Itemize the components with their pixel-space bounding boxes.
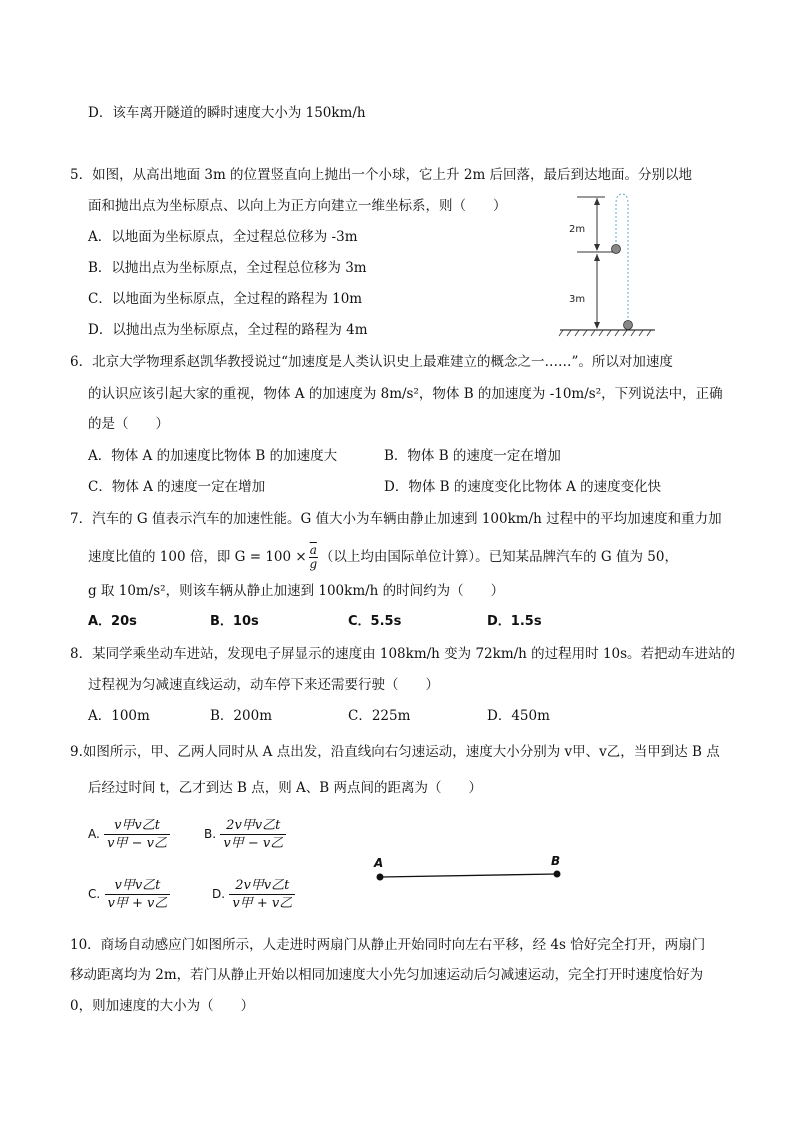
q10-stem-line2: 移动距离均为 2m，若门从静止开始以相同加速度大小先匀加速运动后匀减速运动，完全打开时速度恰好为 <box>70 967 704 983</box>
q8-option-a: A．100m <box>88 708 150 724</box>
q5-stem-line1: 5．如图，从高出地面 3m 的位置竖直向上抛出一个小球，它上升 2m 后回落，最后到达地面。分别以地 <box>70 167 693 183</box>
q9-b-num: 2v甲v乙t <box>220 817 286 835</box>
q9-option-d-fraction <box>229 877 295 912</box>
q6-stem-line1: 6．北京大学物理系赵凯华教授说过“加速度是人类认识史上最难建立的概念之一……”。所以对加速度 <box>70 354 673 370</box>
q7-stem-line3: g 取 10m/s²，则该车辆从静止加速到 100km/h 的时间约为（ ） <box>88 583 505 599</box>
q7-option-a: A．20s <box>88 614 137 629</box>
q10-stem-line1: 10．商场自动感应门如图所示，人走进时两扇门从静止开始同时向左右平移，经 4s 恰好完全打开，两扇门 <box>70 937 706 953</box>
q8-option-d: D．450m <box>487 708 550 724</box>
q7-frac-den: g <box>309 557 318 571</box>
q9-a-num: v甲v乙t <box>104 817 170 835</box>
q9-d-num: 2v甲v乙t <box>229 877 295 895</box>
q8-option-b: B．200m <box>210 708 272 724</box>
q9-segment-ab <box>380 874 557 877</box>
q5-ball-launch <box>612 245 621 254</box>
q7-stem-line1: 7．汽车的 G 值表示汽车的加速性能。G 值大小为车辆由静止加速到 100km/h 过程中的平均加速度和重力加 <box>70 511 722 527</box>
q7-stem-line2-b: （以上均由国际单位计算）。已知某品牌汽车的 G 值为 50， <box>319 549 678 565</box>
q9-point-a-label: A <box>374 856 384 870</box>
q5-ball-ground <box>624 321 633 330</box>
q9-point-a <box>377 874 384 881</box>
q9-option-a-fraction <box>104 817 170 852</box>
q9-point-b-label: B <box>551 854 561 868</box>
q9-option-b-fraction <box>220 817 286 852</box>
q5-option-a: A．以地面为坐标原点，全过程总位移为 -3m <box>88 229 358 245</box>
q7-option-b: B．10s <box>210 614 259 629</box>
q5-fig-label-2m: 2m <box>569 224 586 235</box>
q5-option-c: C．以地面为坐标原点，全过程的路程为 10m <box>88 291 363 307</box>
q7-option-d: D．1.5s <box>487 614 542 629</box>
q9-option-b <box>204 814 286 854</box>
q9-option-a <box>88 814 170 854</box>
q9-b-den: v甲 − v乙 <box>223 836 284 851</box>
q7-stem-line2-a: 速度比值的 100 倍，即 G = 100 × <box>88 549 307 565</box>
q9-option-a-label: A. <box>88 827 100 841</box>
q7-frac-num: $\overline{a}$ <box>309 543 317 557</box>
q9-point-b <box>554 871 561 878</box>
q5-option-b: B．以抛出点为坐标原点，全过程总位移为 3m <box>88 260 367 276</box>
q9-stem-line1: 9.如图所示，甲、乙两人同时从 A 点出发，沿直线向右匀速运动，速度大小分别为 v甲、v乙，当甲到达 B 点 <box>70 744 720 760</box>
q7-option-c: C．5.5s <box>348 614 402 629</box>
q4-option-d: D．该车离开隧道的瞬时速度大小为 150km/h <box>88 105 366 121</box>
q5-option-d: D．以抛出点为坐标原点，全过程的路程为 4m <box>88 322 368 338</box>
q6-option-b: B．物体 B 的速度一定在增加 <box>384 448 561 464</box>
q10-stem-line3: 0，则加速度的大小为（ ） <box>70 998 255 1014</box>
q6-stem-line3: 的是（ ） <box>88 416 169 432</box>
q9-stem-line2: 后经过时间 t，乙才到达 B 点，则 A、B 两点间的距离为（ ） <box>88 780 482 796</box>
q9-c-den: v甲 + v乙 <box>107 896 168 911</box>
q6-option-a: A．物体 A 的加速度比物体 B 的加速度大 <box>88 448 338 464</box>
q7-stem-line2 <box>88 540 678 574</box>
q9-option-b-label: B. <box>204 827 217 841</box>
q5-stem-line2: 面和抛出点为坐标原点、以向上为正方向建立一维坐标系，则（ ） <box>88 198 507 214</box>
q8-stem-line1: 8．某同学乘坐动车进站，发现电子屏显示的速度由 108km/h 变为 72km/h 的过程用时 10s。若把动车进站的 <box>70 646 736 662</box>
q9-d-den: v甲 + v乙 <box>232 896 293 911</box>
q9-option-c-fraction <box>105 877 171 912</box>
q9-option-d-label: D. <box>212 887 226 901</box>
q6-option-d: D．物体 B 的速度变化比物体 A 的速度变化快 <box>384 479 662 495</box>
q9-option-c <box>88 874 170 914</box>
q5-figure <box>555 190 665 340</box>
q7-fraction <box>309 544 318 571</box>
q9-c-num: v甲v乙t <box>105 877 171 895</box>
q5-fig-label-3m: 3m <box>569 294 586 305</box>
q9-option-d <box>212 874 295 914</box>
q9-a-den: v甲 − v乙 <box>107 836 167 851</box>
q6-stem-line2: 的认识应该引起大家的重视，物体 A 的加速度为 8m/s²，物体 B 的加速度为 -10m/s²，下列说法中，正确 <box>88 386 723 402</box>
q6-option-c: C．物体 A 的速度一定在增加 <box>88 479 266 495</box>
q9-figure <box>368 850 568 886</box>
q8-option-c: C．225m <box>348 708 411 724</box>
q8-stem-line2: 过程视为匀减速直线运动，动车停下来还需要行驶（ ） <box>88 677 439 693</box>
q9-option-c-label: C. <box>88 887 101 901</box>
